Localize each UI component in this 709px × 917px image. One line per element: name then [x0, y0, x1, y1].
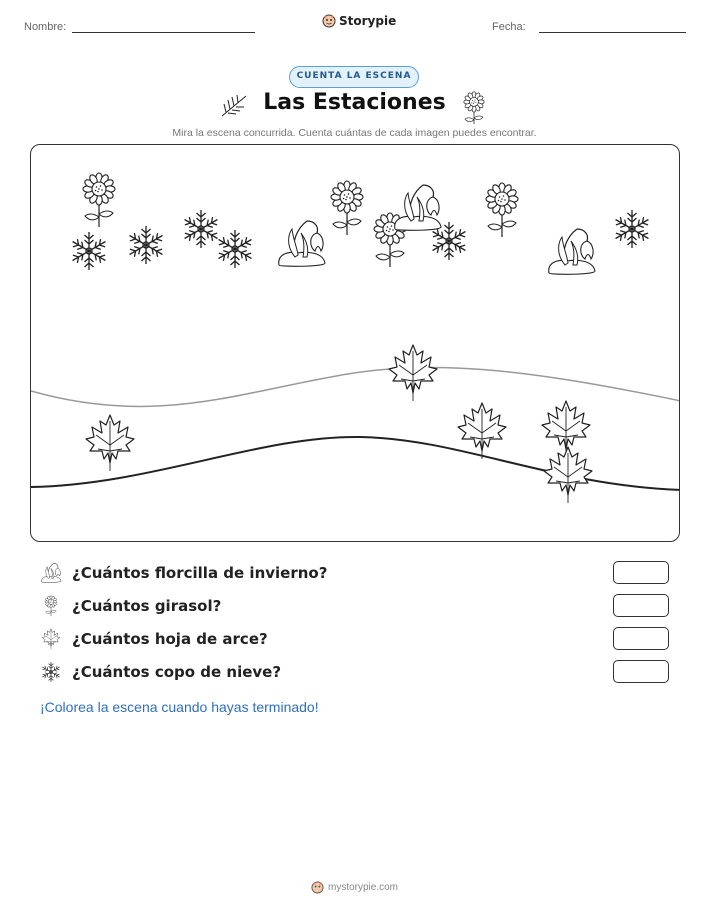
page-title: Las Estaciones	[263, 90, 446, 115]
maple-leaf	[86, 415, 134, 471]
sunflower	[486, 183, 518, 237]
question-text: ¿Cuántos hoja de arce?	[72, 630, 268, 648]
snowflake-icon	[40, 661, 62, 683]
name-label: Nombre:	[24, 21, 67, 33]
footer	[0, 881, 709, 894]
activity-badge: CUENTA LA ESCENA	[289, 66, 419, 88]
instructions: Mira la escena concurrida. Cuenta cuántas de cada imagen puedes encontrar.	[172, 127, 537, 139]
name-line[interactable]	[72, 32, 255, 33]
date-label: Fecha:	[492, 21, 526, 33]
question-row	[40, 659, 680, 685]
answer-box[interactable]	[613, 561, 669, 584]
snowdrop-icon	[40, 562, 62, 584]
sunflower-decoration-icon	[462, 90, 486, 124]
question-text: ¿Cuántos girasol?	[72, 597, 222, 615]
maple-leaf	[542, 401, 590, 457]
maple-leaf	[544, 447, 592, 503]
brand-name: Storypie	[339, 14, 397, 28]
maple-leaf-icon	[40, 628, 62, 650]
snowdrop	[395, 185, 441, 230]
sunflower-icon	[40, 595, 62, 617]
answer-box[interactable]	[613, 660, 669, 683]
answer-box[interactable]	[613, 627, 669, 650]
sunflower	[331, 181, 363, 235]
answer-box[interactable]	[613, 594, 669, 617]
question-text: ¿Cuántos copo de nieve?	[72, 663, 282, 681]
snowflake	[216, 230, 253, 268]
question-row	[40, 626, 680, 652]
maple-leaf	[458, 403, 506, 459]
question-text: ¿Cuántos florcilla de invierno?	[72, 564, 328, 582]
storypie-mascot-icon	[311, 881, 324, 894]
counting-scene	[30, 144, 680, 542]
snowflake	[70, 232, 107, 270]
date-line[interactable]	[539, 32, 686, 33]
snowdrop	[549, 229, 595, 274]
question-row	[40, 560, 680, 586]
snowflake	[613, 210, 650, 248]
scene-illustration	[31, 145, 680, 542]
brand-logo	[322, 14, 396, 28]
back-hill-line	[31, 367, 680, 406]
sunflower	[83, 173, 115, 227]
snowflake	[182, 210, 219, 248]
footer-url[interactable]: mystorypie.com	[327, 882, 398, 893]
question-row	[40, 593, 680, 619]
storypie-mascot-icon	[322, 14, 336, 28]
maple-leaf	[389, 345, 437, 401]
coloring-note: ¡Colorea la escena cuando hayas terminado!	[40, 699, 319, 715]
snowdrop	[279, 221, 325, 266]
snowflake	[127, 226, 164, 264]
